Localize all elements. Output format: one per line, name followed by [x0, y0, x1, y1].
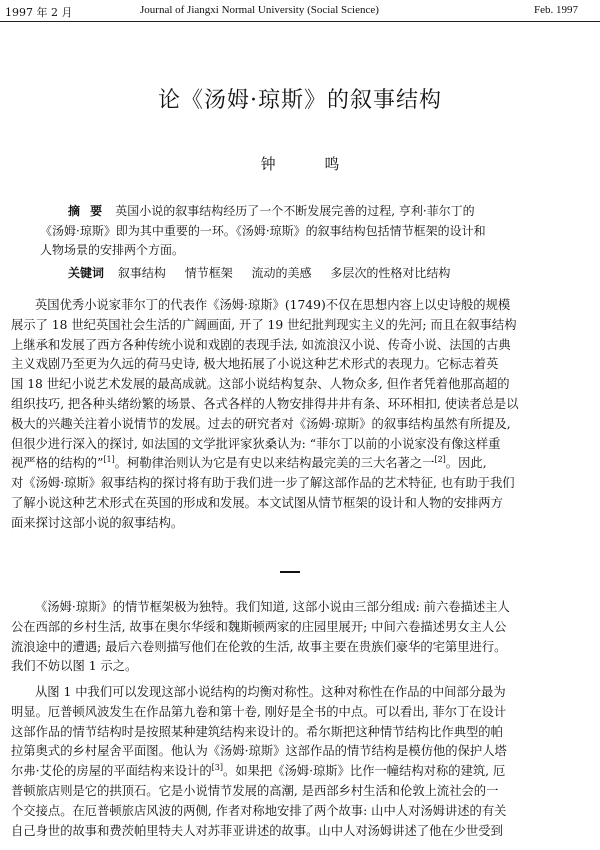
text-line: 从图 1 中我们可以发现这部小说结构的均衡对称性。这种对称性在作品的中间部分最为: [35, 685, 506, 699]
text-line: 了解小说这种艺术形式在英国的形成和发展。本文试图从情节框架的设计和人物的安排两方: [11, 495, 503, 510]
body-paragraph-1: [11, 296, 574, 534]
text-line: 对《汤姆·琼斯》叙事结构的探讨将有助于我们进一步了解这部作品的艺术特征, 也有助于我们: [11, 476, 515, 491]
text-line: 《汤姆·琼斯》的情节框架极为独特。我们知道, 这部小说由三部分组成: 前六卷描述主人: [35, 600, 510, 614]
keyword: 多层次的性格对比结构: [330, 265, 451, 280]
abstract-label: 摘 要: [68, 204, 106, 218]
text-line: 国 18 世纪小说艺术发展的最高成就。这部小说结构复杂、人物众多, 但作者凭着他那高超的: [11, 377, 510, 392]
text-line: 尔弗·艾伦的房屋的平面结构来设计的[3]。如果把《汤姆·琼斯》比作一幢结构对称的建筑, 厄: [11, 763, 506, 779]
text-line: 主义戏剧乃至更为久远的荷马史诗, 极大地拓展了小说这种艺术形式的表现力。它标志着英: [11, 357, 499, 372]
text-line: 公在西部的乡村生活, 故事在奥尔华绥和魏斯顿两家的庄园里展开; 中间六卷描述男女主人公: [11, 619, 507, 634]
keywords-label: 关键词: [68, 265, 105, 280]
text-line: 个交接点。在厄普顿旅店风波的两侧, 作者对称地安排了两个故事: 山中人对汤姆讲述的有关: [11, 803, 507, 818]
abstract: [40, 202, 560, 283]
text-line: 上继承和发展了西方各种传统小说和戏剧的表现手法, 如流浪汉小说、传奇小说、法国的古典: [11, 337, 511, 352]
keyword: 叙事结构: [117, 265, 166, 280]
keyword: 流动的美感: [251, 265, 312, 280]
keywords: [40, 264, 560, 284]
text-line: 自己身世的故事和费茨帕里特夫人对苏菲亚讲述的故事。山中人对汤姆讲述了他在少世受到: [11, 823, 503, 838]
text-line: 流浪途中的遭遇; 最后六卷则描写他们在伦敦的生活, 故事主要在贵族们豪华的宅第里进行。: [11, 639, 507, 654]
text-line: 面来探讨这部小说的叙事结构。: [11, 515, 184, 530]
header-journal: Journal of Jiangxi Normal University (Social Science): [140, 4, 379, 16]
text-line: 英国优秀小说家菲尔丁的代表作《汤姆·琼斯》(1749)不仅在思想内容上以史诗般的规模: [35, 298, 511, 312]
abstract-line: 《汤姆·琼斯》即为其中重要的一环。《汤姆·琼斯》的叙事结构包括情节框架的设计和: [40, 223, 486, 238]
header-date-en: Feb. 1997: [534, 4, 578, 16]
article-title: 论《汤姆·琼斯》的叙事结构: [158, 88, 442, 113]
text-line: 拉第奥式的乡村屋舍平面图。他认为《汤姆·琼斯》这部作品的情节结构是模仿他的保护人塔: [11, 744, 507, 759]
text-line: 我们不妨以图 1 示之。: [11, 659, 138, 674]
text-line: 普顿旅店则是它的拱顶石。它是小说情节发展的高潮, 是西部乡村生活和伦敦上流社会的一: [11, 783, 499, 798]
text-line: 明显。厄普顿风波发生在作品第九卷和第十卷, 刚好是全书的中点。可以看出, 菲尔丁在设计: [11, 704, 507, 719]
section-number: [280, 571, 300, 573]
running-header: [0, 0, 600, 22]
body-paragraph-3: [11, 683, 574, 841]
text-line: 这部作品的情节结构时是按照某种建筑结构来设计的。希尔斯把这种情节结构比作典型的帕: [11, 724, 503, 739]
abstract-line: 人物场景的安排两个方面。: [40, 243, 185, 257]
article-author: 钟 鸣: [260, 155, 362, 173]
header-rule: [0, 21, 600, 22]
text-line: 展示了 18 世纪英国社会生活的广阔画面, 开了 19 世纪批判现实主义的先河; 而且在叙事结构: [11, 317, 517, 332]
keyword: 情节框架: [184, 265, 233, 280]
abstract-line: 摘 要 英国小说的叙事结构经历了一个不断发展完善的过程, 亨利·菲尔丁的: [68, 204, 475, 218]
text-line: 但很少进行深入的探讨, 如法国的文学批评家狄桑认为: “菲尔丁以前的小说家没有像这样重: [11, 436, 501, 451]
body-paragraph-2: [11, 598, 574, 677]
text-line: 组织技巧, 把各种头绪纷繁的场景、各式各样的人物安排得井井有条、环环相扣, 使读者总是以: [11, 396, 519, 411]
text-line: 极大的兴趣关注着小说情节的发展。过去的研究者对《汤姆·琼斯》的叙事结构虽然有所提及,: [11, 416, 511, 431]
header-date: 1997 年 2 月: [5, 6, 73, 19]
text-line: 视严格的结构的”[1]。柯勒律治则认为它是有史以来结构最完美的三大名著之一[2]。因此,: [11, 455, 487, 471]
